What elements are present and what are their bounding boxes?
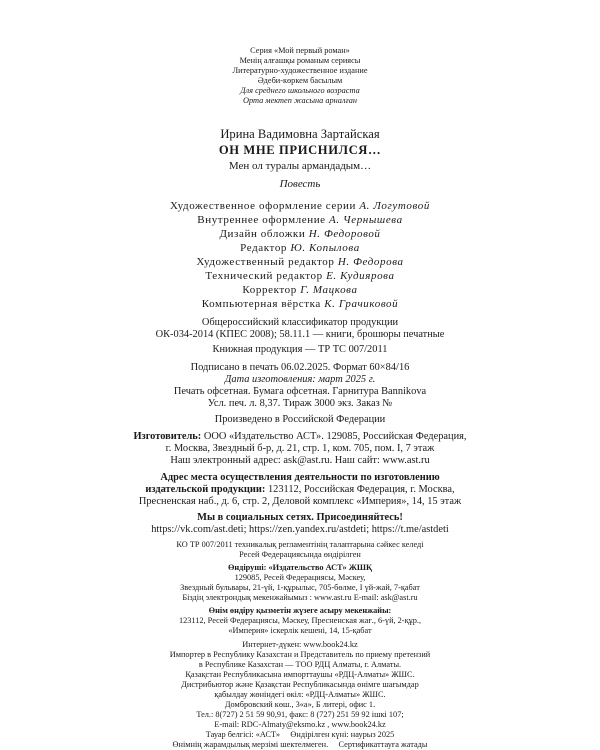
credit-line: Внутреннее оформление А. Чернышева xyxy=(197,214,403,226)
credit-line: Художественный редактор Н. Федорова xyxy=(196,256,404,268)
credit-line: Дизайн обложки Н. Федоровой xyxy=(219,228,381,240)
credit-line: Редактор Ю. Копылова xyxy=(240,242,360,254)
kz-email: E-mail: RDC-Almaty@eksmo.kz , www.book24.kz xyxy=(214,720,386,729)
kz-production-label: Өнім өндіру қызметін жүзеге асыру мекенжайы: xyxy=(208,606,392,615)
print-date: Дата изготовления: март 2025 г. xyxy=(224,374,376,385)
kz-distributor-2: қабылдау жөніндегі өкіл: «РДЦ-Алматы» ЖШС. xyxy=(214,690,386,699)
kz-regulation: КО ТР 007/2011 техникалық регламентінің талаптарына сәйкес келеді xyxy=(176,540,424,549)
credit-line: Художественное оформление серии А. Логутовой xyxy=(170,200,430,212)
credit-line: Технический редактор Е. Кудиярова xyxy=(205,270,395,282)
edition-type: Литературно-художественное издание xyxy=(232,66,368,75)
age-group-kz: Орта мектеп жасына арналған xyxy=(242,96,358,105)
kz-address-2: Звездный бульвары, 21-үй, 1-құрылыс, 705-бөлме, I үй-жай, 7-қабат xyxy=(180,583,420,592)
credit-line: Компьютерная вёрстка К. Грачиковой xyxy=(201,298,399,310)
kz-production-address-2: «Империя» іскерлік кешені, 14, 15-қабат xyxy=(228,626,372,635)
kz-phone: Тел.: 8(727) 2 51 59 90,91, факс: 8 (727) 251 59 92 ішкі 107; xyxy=(196,710,404,719)
kz-importer: Импортер в Республику Казахстан и Представитель по приему претензий xyxy=(169,650,431,659)
manufacturer-line: Изготовитель: ООО «Издательство АСТ». 129085, Российская Федерация, xyxy=(133,431,467,442)
series-line-kz: Менің алғашқы романым сериясы xyxy=(239,56,361,65)
kz-distributor: Дистрибьютор және Қазақстан Республикасында өнімге шағымдар xyxy=(181,680,419,689)
production-label: Адрес места осуществления деятельности по изготовлению xyxy=(160,472,440,483)
kz-importer-2: в Республике Казахстан — ТОО РДЦ Алматы, г. Алматы. xyxy=(198,660,402,669)
made-in: Произведено в Российской Федерации xyxy=(214,414,386,425)
series-line: Серия «Мой первый роман» xyxy=(250,46,350,55)
genre: Повесть xyxy=(279,178,321,190)
social-links[interactable]: https://vk.com/ast.deti; https://zen.yandex.ru/astdeti; https://t.me/astdeti xyxy=(151,524,449,535)
kz-online-store: Интернет-дүкен: www.book24.kz xyxy=(242,640,358,649)
kz-manufacturer: Өндіруші: «Издательство АСТ» ЖШҚ xyxy=(227,563,373,572)
credit-line: Корректор Г. Мацкова xyxy=(242,284,358,296)
kz-made-in: Ресей Федерациясында өндірілген xyxy=(239,550,361,559)
kz-contacts: Біздің электрондық мекенжайымыз : www.ast.ru E-mail: ask@ast.ru xyxy=(182,593,418,602)
classifier-code: ОК-034-2014 (КПЕС 2008); 58.11.1 — книги, брошюры печатные xyxy=(155,329,445,340)
social-label: Мы в социальных сетях. Присоединяйтесь! xyxy=(197,512,403,523)
print-paper: Печать офсетная. Бумага офсетная. Гарнитура Bannikova xyxy=(173,386,427,397)
kz-shelf-life: Өнімнің жарамдылық мерзімі шектелмеген. Сертификаттауға жатады xyxy=(172,740,428,749)
kz-distributor-address: Домбровский көш., 3«а», Б литері, офис 1. xyxy=(224,700,376,709)
kz-production-address: 123112, Ресей Федерациясы, Мәскеу, Пресненская жағ., 6-үй, 2-құр., xyxy=(178,616,422,625)
edition-type-kz: Әдеби-көркем басылым xyxy=(257,76,343,85)
classifier-line: Общероссийский классификатор продукции xyxy=(201,317,399,328)
book-subtitle-kz: Мен ол туралы армандадым… xyxy=(228,160,372,172)
kz-importer-3: Қазақстан Республикасына импорттаушы «РДЦ-Алматы» ЖШС. xyxy=(185,670,415,679)
print-signed: Подписано в печать 06.02.2025. Формат 60×84/16 xyxy=(190,362,410,373)
author-name: Ирина Вадимовна Зартайская xyxy=(220,127,380,141)
book-title: ОН МНЕ ПРИСНИЛСЯ… xyxy=(218,143,382,157)
manufacturer-address: г. Москва, Звездный б-р, д. 21, стр. 1, ком. 705, пом. I, 7 этаж xyxy=(165,443,435,454)
production-address: Пресненская наб., д. 6, стр. 2, Деловой комплекс «Империя», 14, 15 этаж xyxy=(138,496,462,507)
production-line: издательской продукции: 123112, Российская Федерация, г. Москва, xyxy=(145,484,455,495)
manufacturer-contacts: Наш электронный адрес: ask@ast.ru. Наш сайт: www.ast.ru xyxy=(170,455,430,466)
age-group: Для среднего школьного возраста xyxy=(240,86,360,95)
kz-trademark: Тауар белгісі: «АСТ» Өндірілген күні: наурыз 2025 xyxy=(205,730,395,739)
tech-regulation: Книжная продукция — ТР ТС 007/2011 xyxy=(212,344,388,355)
print-run: Усл. печ. л. 8,37. Тираж 3000 экз. Заказ № xyxy=(207,398,393,409)
kz-address: 129085, Ресей Федерациясы, Мәскеу, xyxy=(234,573,366,582)
